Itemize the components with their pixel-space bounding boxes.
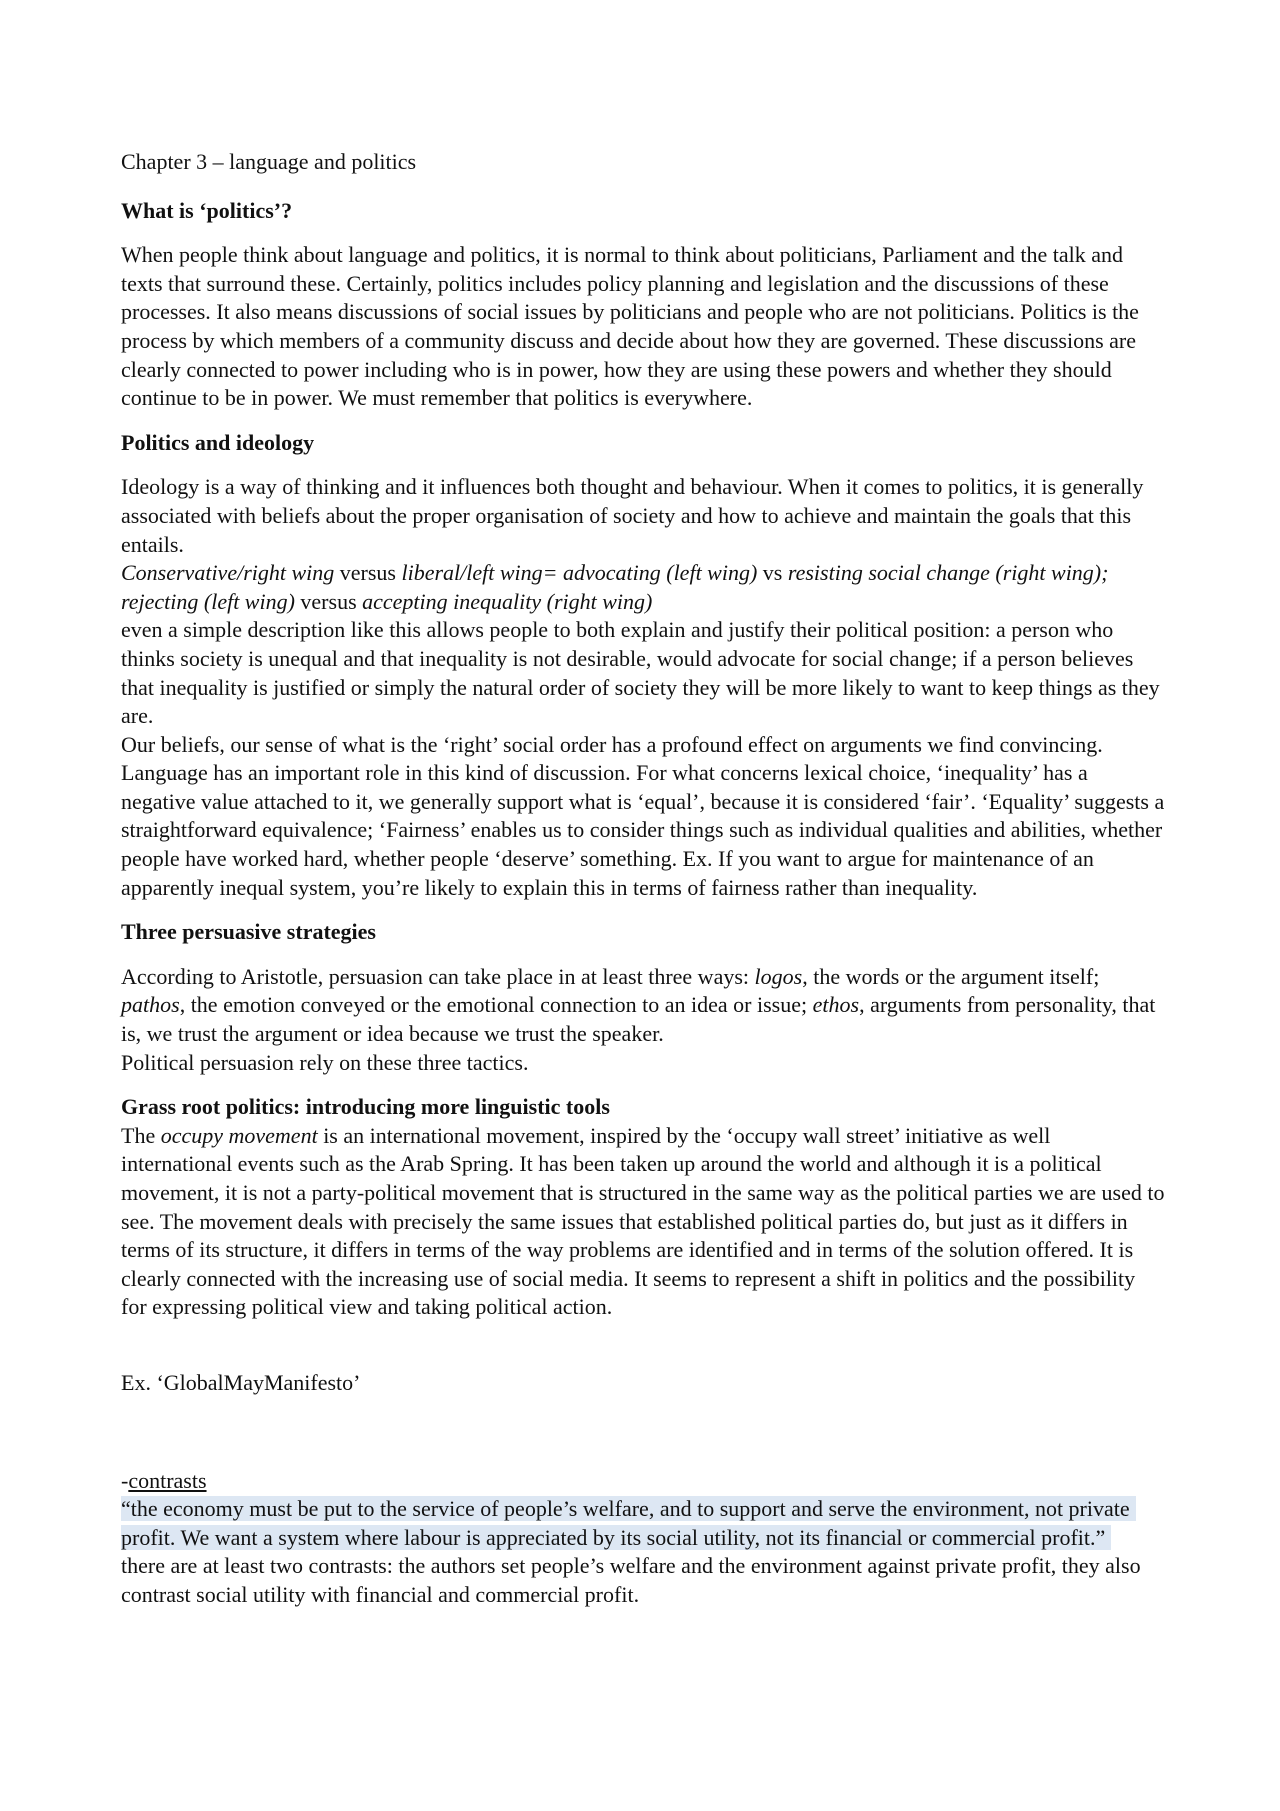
paragraph-persuasion-tactics: Political persuasion rely on these three tactics. bbox=[121, 1049, 529, 1075]
contrast-term-conservative: Conservative/right wing bbox=[121, 560, 335, 586]
quote-highlight: “the economy must be put to the service of people’s welfare, and to support and serve the environment, not private profit. We want a system where labour is appreciated by its social utility, not its financial or commercial profit.” bbox=[121, 1496, 1136, 1550]
paragraph-political-position: even a simple description like this allows people to both explain and justify their political position: a person who thinks society is unequal and that inequality is not desirable, would advocate for social change; if a person believes that inequality is justified or simply the natural order of society they will be more likely to want to keep things as they are. bbox=[121, 617, 1160, 729]
text-run: According to Aristotle, persuasion can take place in at least three ways: bbox=[121, 963, 755, 989]
contrast-line bbox=[121, 559, 1166, 616]
example-manifesto: Ex. ‘GlobalMayManifesto’ bbox=[121, 1369, 361, 1395]
section-heading-grass-root: Grass root politics: introducing more linguistic tools bbox=[121, 1094, 610, 1120]
contrast-connector: versus bbox=[334, 560, 402, 586]
contrast-connector: versus bbox=[294, 588, 363, 614]
text-run: , the emotion conveyed or the emotional connection to an idea or issue; bbox=[179, 992, 813, 1018]
term-pathos: pathos bbox=[121, 992, 180, 1018]
paragraph-occupy-movement bbox=[121, 1122, 1166, 1322]
section-heading-politics-ideology: Politics and ideology bbox=[121, 429, 315, 455]
contrast-term-liberal: liberal/left wing= advocating (left wing) bbox=[401, 560, 758, 586]
text-run: is an international movement, inspired by the ‘occupy wall street’ initiative as well international events such as the Arab Spring. It has been taken up around the world and although it is a political movement, it is not a party-political movement that is structured in the same way as the political parties we are used to see. The movement deals with precisely the same issues that established political parties do, but just as it differs in terms of its structure, it differs in terms of the way problems are identified and in terms of the solution offered. It is clearly connected with the increasing use of social media. It seems to represent a shift in politics and the possibility for expressing political view and taking political action. bbox=[121, 1122, 1165, 1320]
paragraph-beliefs: Our beliefs, our sense of what is the ‘right’ social order has a profound effect on arguments we find convincing. Language has an important role in this kind of discussion. For what concerns lexical choice, ‘inequality’ has a negative value attached to it, we generally support what is ‘equal’, because it is considered ‘fair’. ‘Equality’ suggests a straightforward equivalence; ‘Fairness’ enables us to consider things such as individual qualities and abilities, whether people have worked hard, whether people ‘deserve’ something. Ex. If you want to argue for maintenance of an apparently inequal system, you’re likely to explain this in terms of fairness rather than inequality. bbox=[121, 731, 1165, 900]
text-run: The bbox=[121, 1122, 161, 1148]
contrasts-label bbox=[121, 1467, 1166, 1496]
text-run: , arguments from personality, that is, we trust the argument or idea because we trust the speaker. bbox=[121, 992, 1156, 1047]
highlighted-quote bbox=[121, 1495, 1166, 1552]
contrast-term-accepting: accepting inequality (right wing) bbox=[362, 588, 653, 614]
paragraph-contrasts-explanation: there are at least two contrasts: the authors set people’s welfare and the environment against private profit, they also contrast social utility with financial and commercial profit. bbox=[121, 1553, 1141, 1607]
term-occupy-movement: occupy movement bbox=[160, 1122, 318, 1148]
contrast-connector: vs bbox=[757, 560, 788, 586]
term-ethos: ethos bbox=[812, 992, 860, 1018]
contrast-term-resisting: resisting social change (right wing); rejecting (left wing) bbox=[121, 560, 1109, 614]
paragraph-aristotle bbox=[121, 963, 1166, 1049]
chapter-title: Chapter 3 – language and politics bbox=[121, 149, 417, 174]
list-dash: - bbox=[121, 1467, 129, 1493]
document-page bbox=[121, 148, 1166, 1610]
paragraph-politics-definition: When people think about language and politics, it is normal to think about politicians, Parliament and the talk and texts that surround these. Certainly, politics includes policy planning and legislation and the discussions of these processes. It also means discussions of social issues by politicians and people who are not politicians. Politics is the process by which members of a community discuss and decide about how they are governed. These discussions are clearly connected to power including who is in power, how they are using these powers and whether they should continue to be in power. We must remember that politics is everywhere. bbox=[121, 242, 1139, 411]
section-heading-persuasive-strategies: Three persuasive strategies bbox=[121, 919, 376, 945]
term-logos: logos bbox=[754, 963, 803, 989]
text-run: , the words or the argument itself; bbox=[802, 963, 1100, 989]
contrasts-label-text: contrasts bbox=[128, 1467, 207, 1493]
section-heading-what-is-politics: What is ‘politics’? bbox=[121, 197, 293, 223]
paragraph-ideology: Ideology is a way of thinking and it influences both thought and behaviour. When it comes to politics, it is generally associated with beliefs about the proper organisation of society and how to achieve and maintain the goals that this entails. bbox=[121, 474, 1144, 557]
